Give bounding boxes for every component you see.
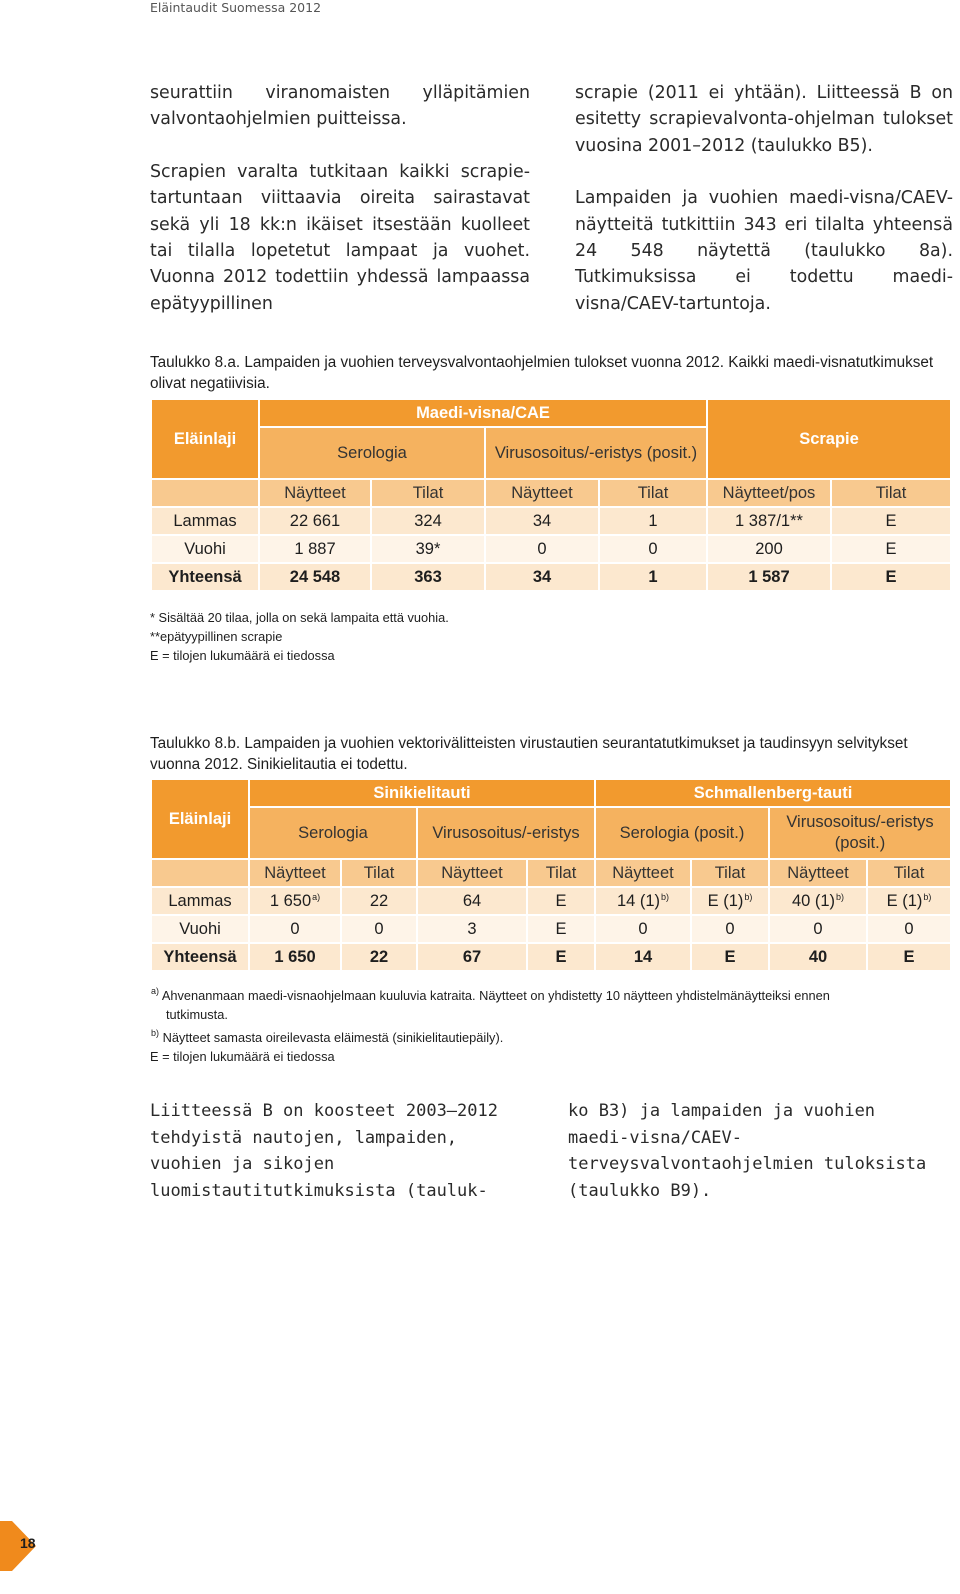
cell: 34 <box>485 507 599 535</box>
cell: E $(1)^{b)}$ <box>691 887 769 915</box>
cell: E <box>527 887 595 915</box>
cell: 14 $(1)^{b)}$ <box>595 887 691 915</box>
cell: 40 $(1)^{b)}$ <box>769 887 867 915</box>
footnote-marker: b) <box>661 891 670 902</box>
cell: 1 <box>599 563 707 591</box>
table-row <box>151 507 951 535</box>
header-animal: Eläinlaji <box>151 779 249 859</box>
header-bluetongue: Sinikielitauti <box>249 779 595 807</box>
subheader: Näytteet <box>249 859 341 887</box>
table-subheader-row <box>151 479 951 507</box>
right-column <box>575 80 953 317</box>
header-serology: Serologia <box>249 807 417 859</box>
row-label: Vuohi <box>151 535 259 563</box>
left-column <box>150 80 530 317</box>
cell: 1 387/1** <box>707 507 831 535</box>
row-label: Vuohi <box>151 915 249 943</box>
table-b-notes <box>150 982 950 1066</box>
cell: 0 <box>341 915 417 943</box>
cell: 1 587 <box>707 563 831 591</box>
cell: 0 <box>691 915 769 943</box>
row-label: Lammas <box>151 507 259 535</box>
cell: 14 <box>595 943 691 971</box>
header-serology: Serologia <box>259 427 485 479</box>
cell: 40 <box>769 943 867 971</box>
footnote-marker: b) <box>836 891 845 902</box>
row-label: Yhteensä <box>151 563 259 591</box>
subheader: Näytteet <box>769 859 867 887</box>
paragraph: seurattiin viranomaisten ylläpitämien valvontaohjelmien puitteissa. <box>150 83 530 130</box>
cell: E <box>831 535 951 563</box>
table-subheader-row <box>151 859 951 887</box>
header-animal: Eläinlaji <box>151 399 259 479</box>
cell: 324 <box>371 507 485 535</box>
subheader: Tilat <box>371 479 485 507</box>
cell: E <box>831 507 951 535</box>
bottom-right-column <box>568 1098 940 1204</box>
cell: 363 <box>371 563 485 591</box>
footnote: E = tilojen lukumäärä ei tiedossa <box>150 1049 335 1064</box>
header-schmallenberg: Schmallenberg-tauti <box>595 779 951 807</box>
footnote-marker: b) <box>923 891 932 902</box>
row-label: Yhteensä <box>151 943 249 971</box>
subheader: Tilat <box>599 479 707 507</box>
cell: E <box>527 943 595 971</box>
page-number: 18 <box>20 1535 36 1551</box>
subheader: Näytteet <box>485 479 599 507</box>
subheader: Tilat <box>831 479 951 507</box>
footnote-marker: b) <box>744 891 753 902</box>
table-total-row <box>151 943 951 971</box>
table-row <box>151 887 951 915</box>
cell: 1 650$^{a)}$ <box>249 887 341 915</box>
cell: E <box>527 915 595 943</box>
paragraph: Lampaiden ja vuohien maedi-visna/CAEV-näytteitä tutkittiin 343 eri tilalta yhteensä 24 548 näytettä (taulukko 8a). Tutkimuksissa ei todettu maedi-visna/CAEV-tartuntoja. <box>575 188 953 314</box>
cell: 1 <box>599 507 707 535</box>
subheader: Näytteet <box>259 479 371 507</box>
cell: E $(1)^{b)}$ <box>867 887 951 915</box>
header-maedi-visna: Maedi-visna/CAE <box>259 399 707 427</box>
cell: 22 661 <box>259 507 371 535</box>
header-scrapie: Scrapie <box>707 399 951 479</box>
cell: 0 <box>249 915 341 943</box>
subheader: Tilat <box>691 859 769 887</box>
cell: 1 650 <box>249 943 341 971</box>
cell: 22 <box>341 887 417 915</box>
table-row <box>151 535 951 563</box>
subheader: Tilat <box>867 859 951 887</box>
footnote-marker: a) <box>312 891 321 902</box>
subheader: Tilat <box>341 859 417 887</box>
header-virus: Virusosoitus/-eristys (posit.) <box>485 427 707 479</box>
subheader: Näytteet <box>595 859 691 887</box>
row-label: Lammas <box>151 887 249 915</box>
cell: 0 <box>485 535 599 563</box>
subheader: Näytteet/pos <box>707 479 831 507</box>
cell: 0 <box>599 535 707 563</box>
subheader: Näytteet <box>417 859 527 887</box>
footnote: **epätyypillinen scrapie <box>150 629 283 644</box>
subheader: Tilat <box>527 859 595 887</box>
footnote: tutkimusta. <box>166 1007 228 1022</box>
header-virus-pos: Virusosoitus/-eristys (posit.) <box>769 807 951 859</box>
header-serology-pos: Serologia (posit.) <box>595 807 769 859</box>
footnote: E = tilojen lukumäärä ei tiedossa <box>150 648 335 663</box>
table-row <box>151 915 951 943</box>
cell: 34 <box>485 563 599 591</box>
footnote: * Sisältää 20 tilaa, jolla on sekä lampaita että vuohia. <box>150 610 449 625</box>
table-a <box>150 398 952 592</box>
cell: 0 <box>867 915 951 943</box>
cell: 64 <box>417 887 527 915</box>
cell: 3 <box>417 915 527 943</box>
table-a-notes <box>150 608 950 665</box>
cell: E <box>831 563 951 591</box>
table-total-row <box>151 563 951 591</box>
table-b <box>150 778 952 972</box>
paragraph: ko B3) ja lampaiden ja vuohien maedi-visna/CAEV-terveysvalvontaohjelmien tuloksista (taulukko B9). <box>568 1101 927 1201</box>
footnote: $^{b)}$ Näytteet samasta oireilevasta eläimestä (sinikielitautiepäily). <box>151 1028 504 1045</box>
paragraph: Scrapien varalta tutkitaan kaikki scrapie-tartuntaan viittaavia oireita sairastavat sekä yli 18 kk:n ikäiset itsestään kuolleet tai tilalla lopetetut lampaat ja vuohet. Vuonna 2012 todettiin yhdessä lampaassa epätyypillinen <box>150 161 530 314</box>
footnote: $^{a)}$ Ahvenanmaan maedi-visnaohjelmaan kuuluvia katraita. Näytteet on yhdistetty 10 näytteen yhdistelmänäytteiksi ennen <box>151 986 830 1003</box>
cell: E <box>867 943 951 971</box>
cell: 24 548 <box>259 563 371 591</box>
cell: 67 <box>417 943 527 971</box>
paragraph: scrapie (2011 ei yhtään). Liitteessä B on esitetty scrapievalvonta-ohjelman tulokset vuosina 2001–2012 (taulukko B5). <box>575 83 953 156</box>
cell: 39* <box>371 535 485 563</box>
cell: 0 <box>595 915 691 943</box>
cell: E <box>691 943 769 971</box>
cell: 200 <box>707 535 831 563</box>
cell: 22 <box>341 943 417 971</box>
table-a-caption: Taulukko 8.a. Lampaiden ja vuohien terveysvalvontaohjelmien tulokset vuonna 2012. Kaikki maedi-visnatutkimukset olivat negatiivisia. <box>150 354 934 392</box>
cell: 1 887 <box>259 535 371 563</box>
bottom-left-column <box>150 1098 522 1204</box>
table-b-caption: Taulukko 8.b. Lampaiden ja vuohien vektorivälitteisten virustautien seurantatutkimukset ja taudinsyyn selvitykset vuonna 2012. Sinikielitautia ei todettu. <box>150 735 908 773</box>
paragraph: Liitteessä B on koosteet 2003–2012 tehdyistä nautojen, lampaiden, vuohien ja sikojen luomistautitutkimuksista (tauluk- <box>150 1101 498 1201</box>
header-virus: Virusosoitus/-eristys <box>417 807 595 859</box>
running-header: Eläintaudit Suomessa 2012 <box>150 0 322 15</box>
cell: 0 <box>769 915 867 943</box>
